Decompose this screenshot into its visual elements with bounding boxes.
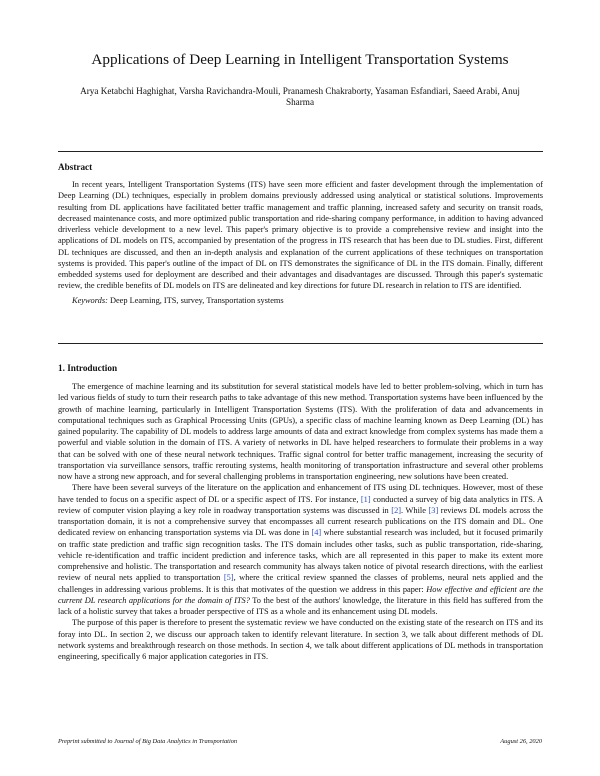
citation-link-2[interactable]: [2] [391, 505, 402, 515]
abstract-section [58, 162, 543, 305]
footer-date: August 26, 2020 [500, 738, 542, 745]
citation-link-4[interactable]: [4] [311, 528, 322, 538]
paper-title: Applications of Deep Learning in Intelligent Transportation Systems [91, 51, 509, 68]
citation-link-1[interactable]: [1] [360, 494, 371, 504]
keywords-label: Keywords: [72, 295, 108, 305]
abstract-heading: Abstract [58, 162, 93, 172]
divider-bottom [58, 343, 543, 344]
intro-paragraph-2: There have been several surveys of the literature on the application and enhancement of ITS using DL techniques. However, most of these have tended to focus on a specific aspect of DL or a specific aspect of ITS. For instance, [1] conducted a survey of big data analytics in ITS. A review of computer vision playing a key role in roadway transportation systems was discussed in [2]. While [3] reviews DL models across the transportation domain, it is not a comprehensive survey that encompasses all current research publications on the ITS domain and DL. One dedicated review on enhancing transportation systems via DL was done in [4] where substantial research was included, but it focused primarily on traffic state prediction and traffic sign recognition tasks. The ITS domain includes other tasks, such as public transportation, ride-sharing, vehicle re-identification and traffic incident prediction and inference tasks, which are all represented in this paper to make its extent more comprehensive and holistic. The transportation and research community has always taken notice of pivotal research directions, with the earliest review of neural nets applied to transportation [5], where the critical review spanned the classes of problems, neural nets applied and the challenges in addressing various problems. It is this that motivates of the question we address in this paper: How effective and efficient are the current DL research applications for the domain of ITS? To the best of the authors' knowledge, the literature in this field has suffered from the lack of a holistic survey that takes a broader perspective of ITS as a whole and its enhancement using DL models. [58, 483, 544, 616]
author-list: Arya Ketabchi Haghighat, Varsha Ravichandra-Mouli, Pranamesh Chakraborty, Yasaman Esfandiari, Saeed Arabi, Anuj Sharma [80, 86, 520, 108]
intro-paragraph-3: The purpose of this paper is therefore to present the systematic review we have conducted on the existing state of the research on ITS and its foray into DL. In section 2, we discuss our approach taken to identify relevant literature. In section 3, we talk about different methods of DL network systems and breakthrough research on those methods. In section 4, we talk about different applications of DL methods in transportation engineering, specifically 6 major application categories in ITS. [58, 618, 543, 661]
intro-paragraph-1: The emergence of machine learning and its substitution for several statistical models have led to better problem-solving, which in turn has led various fields of study to turn their research paths to take advantage of this new method. Transportation systems have been influenced by the growth of machine learning, particularly in Intelligent Transportation Systems (ITS). With the proliferation of data and advancements in computational techniques such as Graphical Processing Units (GPUs), a specific class of machine learning known as Deep Learning (DL) has gained popularity. The capability of DL models to address large amounts of data and extract knowledge from complex systems has made them a powerful and viable solution in the domain of ITS. A variety of networks in DL have helped researchers to formulate their problems in a way that can be solved with one of these neural network techniques. Traffic signal control for better traffic management, increasing the security of transportation via surveillance sensors, traffic rerouting systems, health monitoring of transportation infrastructure and several other problems now have a strong new approach, and for several challenging problems in transportation engineering, new solutions have been created. [58, 382, 543, 481]
footer-journal: Preprint submitted to Journal of Big Data Analytics in Transportation [58, 738, 238, 745]
research-question: How effective and efficient are the current DL research applications for the domain of ITS? [58, 584, 543, 605]
introduction-heading: 1. Introduction [58, 363, 118, 373]
citation-link-5[interactable]: [5] [223, 573, 234, 583]
keywords-line [58, 296, 543, 305]
citation-link-3[interactable]: [3] [428, 505, 439, 515]
abstract-text: In recent years, Intelligent Transportation Systems (ITS) have seen more efficient and faster development through the implementation of Deep Learning (DL) techniques, especially in problem domains previously addressed using analytical or statistical solutions. Improvements resulting from DL applications have facilitated better traffic management and traffic planning, increased safety and security on transit roads, decreased maintenance costs, and more optimized public transportation and ride-sharing company performance, in addition to having advanced driverless vehicle development to a new level. This paper's primary objective is to provide a comprehensive review and insight into the applications of DL models on ITS, accompanied by presentation of the progress in ITS research that has been due to DL studies. First, different DL techniques are discussed, and then an in-depth analysis and explanation of the current applications of these techniques on transportation systems is provided. This paper's outline of the impact of DL on ITS demonstrates the significance of DL in the ITS domain. Finally, different embedded systems used for deployment are described and their advantages and disadvantages are discussed. Through this paper's systematic review, the credible benefits of DL models on ITS are delineated and key directions for future DL research in relation to ITS are identified. [58, 180, 543, 291]
introduction-section [58, 363, 543, 662]
keywords-value: Deep Learning, ITS, survey, Transportation systems [109, 295, 284, 305]
divider-top [58, 151, 543, 152]
